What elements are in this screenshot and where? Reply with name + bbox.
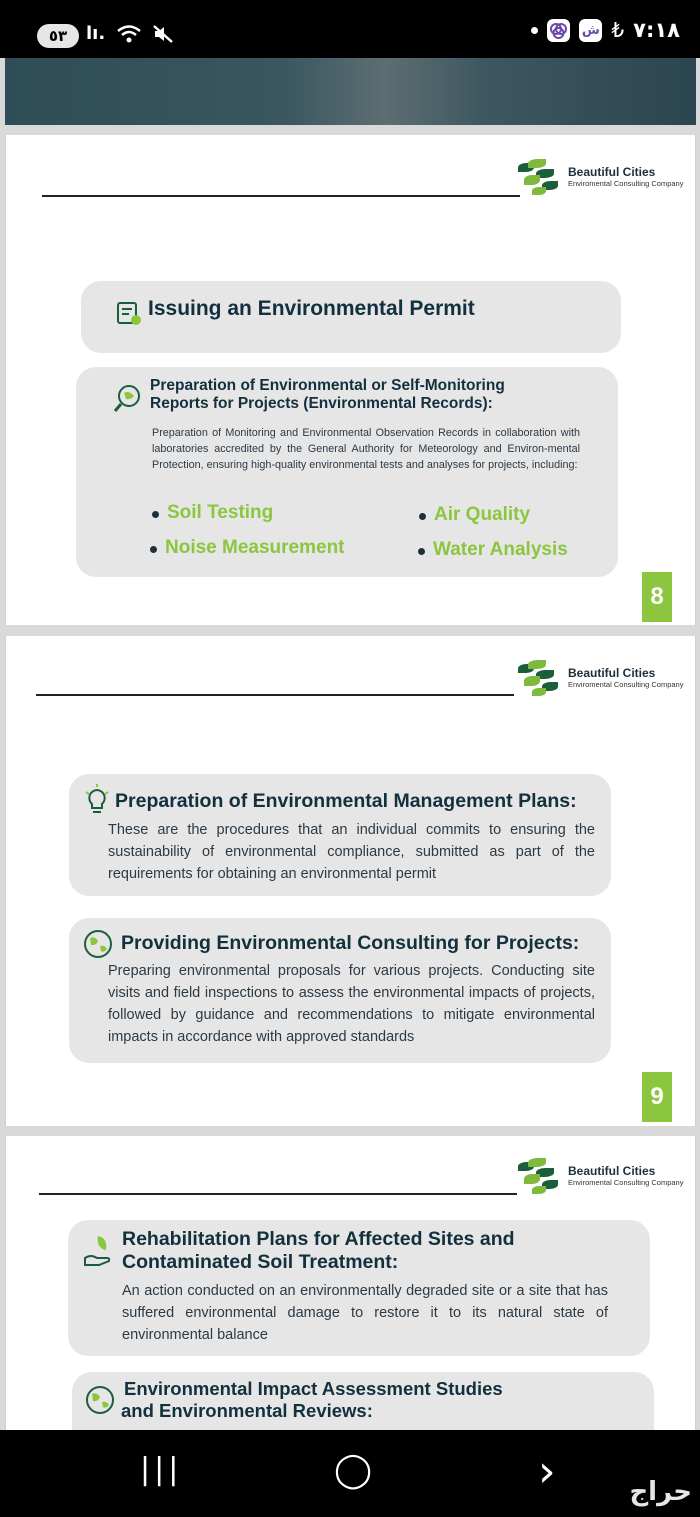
clock: ٧:١٨ [633,18,680,42]
eia-title-1: Environmental Impact Assessment Studies [124,1378,503,1399]
reports-card [76,367,618,577]
logo-subtitle: Enviromental Consulting Company [568,178,684,188]
globe-icon [84,1384,116,1416]
navigation-bar [0,1430,700,1517]
logo-mark-icon [514,656,566,698]
home-button[interactable]: ◯ [334,1450,373,1490]
logo-title: Beautiful Cities [568,1163,656,1178]
company-logo [514,656,683,698]
document-page-8 [5,135,696,625]
recents-button[interactable]: ||| [140,1452,183,1487]
logo-mark-icon [514,155,566,197]
status-icons-right [531,18,680,42]
logo-title: Beautiful Cities [568,665,656,680]
permit-card [81,281,621,353]
consulting-card [69,918,611,1063]
permit-icon [115,299,143,327]
lightbulb-icon [84,784,110,818]
plans-title: Preparation of Environmental Management Plans: [115,790,577,812]
header-rule [36,694,514,696]
bullet-item: Soil Testing [167,502,274,523]
bullet-item: Air Quality [434,504,531,525]
company-logo [514,1154,683,1196]
header-rule [42,195,520,197]
currency-icon: ₺ [611,18,625,42]
page-number: 8 [642,572,672,622]
document-page-9 [5,636,696,1126]
status-bar [0,0,700,58]
notification-dot [531,27,538,34]
app-icon-knot [547,19,570,42]
consulting-title: Providing Environmental Consulting for Projects: [121,932,580,954]
haraj-watermark: حراج [629,1477,692,1507]
signal-text: lı. [86,23,106,44]
status-pill: ٥٣ [37,24,79,48]
status-icons-left [86,20,174,44]
previous-page-photo [5,58,696,125]
rehab-card [68,1220,650,1356]
logo-title: Beautiful Cities [568,164,656,179]
globe-icon [82,928,114,960]
logo-subtitle: Enviromental Consulting Company [568,1177,684,1187]
back-button[interactable]: › [538,1446,556,1497]
page-number: 9 [642,1072,672,1122]
consulting-body: Preparing environmental proposals for various projects. Conducting site visits and field inspections to assess the environmental impacts of projects, followed by guidance and recommendations to mitigate environmental impacts in accordance with approved standards [108,963,595,1045]
bullet-item: Water Analysis [433,539,568,560]
header-rule [39,1193,517,1195]
mute-icon [152,24,174,44]
eia-title-2: and Environmental Reviews: [121,1400,373,1421]
document-page-10 [5,1136,696,1430]
permit-title: Issuing an Environmental Permit [148,297,475,320]
logo-subtitle: Enviromental Consulting Company [568,679,684,689]
rehab-title-2: Contaminated Soil Treatment: [122,1251,399,1273]
rehab-body: An action conducted on an environmentally degraded site or a site that has suffered environmental damage to restore it to its natural state of environmental balance [122,1283,608,1343]
plans-card [69,774,611,896]
hand-leaf-icon [82,1232,114,1268]
reports-title-2: Reports for Projects (Environmental Records): [150,395,493,412]
reports-title-1: Preparation of Environmental or Self-Monitoring [150,377,505,394]
plans-body: These are the procedures that an individual commits to ensuring the sustainability of environmental compliance, submitted as part of the requirements for obtaining an environmental permit [108,822,595,882]
bullet-item: Noise Measurement [165,537,345,558]
reports-body: Preparation of Monitoring and Environmental Observation Records in collaboration with laboratories accredited by the General Authority for Meteorology and Environ-mental Protection, ensuring high-quality environmental tests and analyses for projects, including: [152,427,580,471]
rehab-title-1: Rehabilitation Plans for Affected Sites and [122,1228,515,1250]
app-icon-badge: ش [579,19,602,42]
company-logo [514,155,683,197]
logo-mark-icon [514,1154,566,1196]
wifi-icon [116,24,142,44]
eia-card [72,1372,654,1430]
globe-search-icon [112,383,144,415]
